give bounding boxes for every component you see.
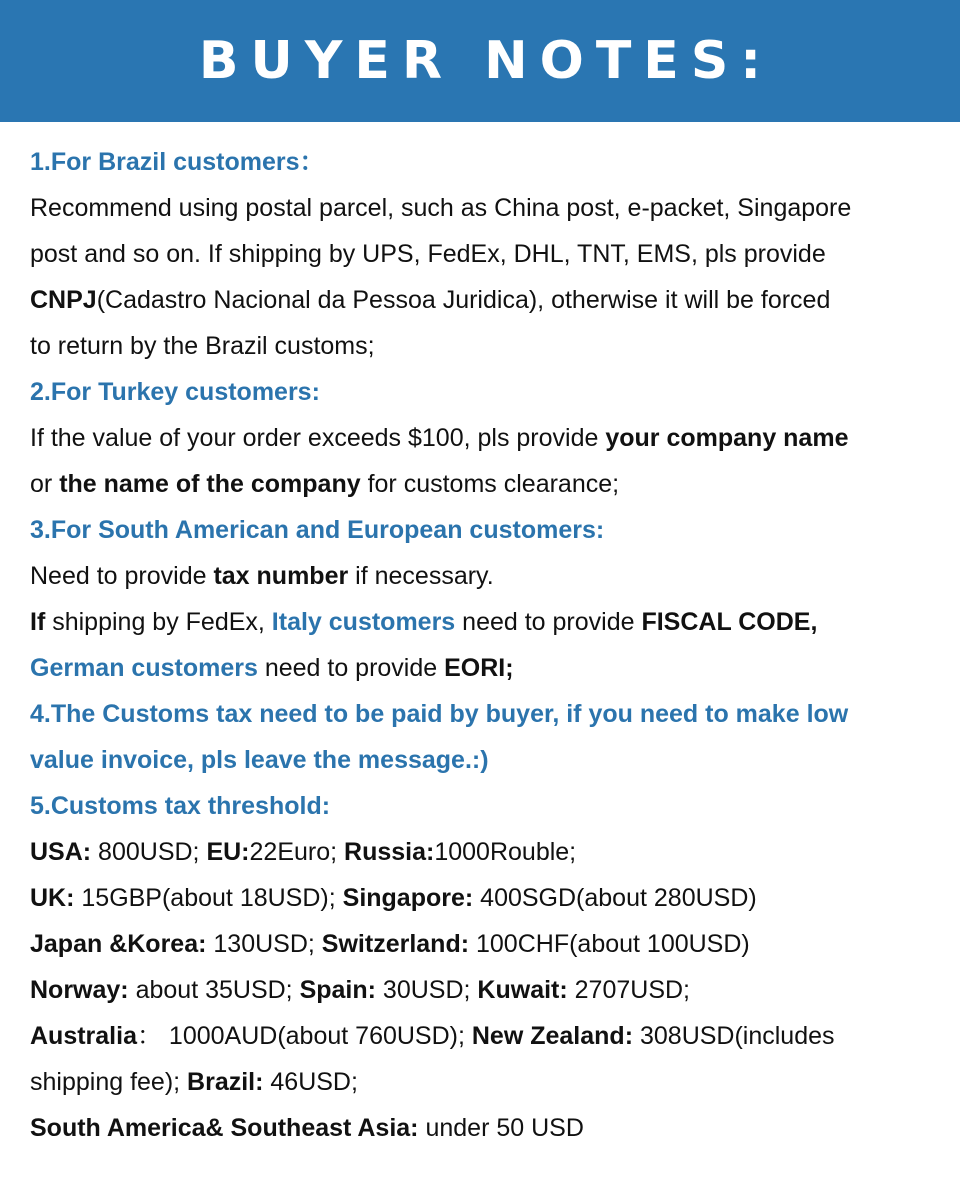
threshold-country: Kuwait: [477,976,568,1004]
threshold-value: 1000Rouble; [434,838,577,866]
threshold-country: Japan &Korea: [30,930,207,958]
threshold-row [30,875,945,921]
company-term: the name of the company [59,470,361,498]
sa-eu-line-3-mid: need to provide [257,654,445,682]
header-banner [0,0,960,122]
threshold-row [30,921,945,967]
tax-note-line-2: value invoice, pls leave the message.:) [30,746,489,774]
threshold-value: ： 1000AUD(about 760USD); [136,1022,472,1050]
threshold-value: under 50 USD [418,1114,584,1142]
sa-eu-line-2-b: need to provide [455,608,642,636]
brazil-line-3 [30,277,945,323]
threshold-value: shipping fee); [30,1068,188,1096]
threshold-value: 800USD; [91,838,207,866]
sa-eu-line-1-pre: Need to provide [30,562,214,590]
turkey-line-2 [30,461,945,507]
notes-content [30,139,945,1151]
turkey-line-2-pre: or [30,470,60,498]
threshold-country: New Zealand: [471,1022,634,1050]
cnpj-term: CNPJ [30,286,97,314]
threshold-value: 2707USD; [567,976,690,1004]
company-name-term: your company name [605,424,849,452]
threshold-row [30,829,945,875]
threshold-country: Spain: [299,976,376,1004]
page-title: BUYER NOTES: [198,31,774,91]
threshold-row [30,967,945,1013]
turkey-line-1 [30,415,945,461]
threshold-row [30,1059,945,1105]
sa-eu-line-1-post: if necessary. [348,562,494,590]
sa-eu-line-2-a: shipping by FedEx, [45,608,272,636]
threshold-country: Singapore: [342,884,474,912]
turkey-line-2-post: for customs clearance; [360,470,620,498]
threshold-country: Russia: [344,838,435,866]
fiscal-code-term: FISCAL CODE, [641,608,818,636]
sa-eu-line-1 [30,553,945,599]
threshold-country: Australia [30,1022,137,1050]
threshold-country: South America& Southeast Asia: [30,1114,419,1142]
brazil-heading: 1.For Brazil customers： [30,148,325,176]
sa-eu-line-3 [30,645,945,691]
threshold-value: about 35USD; [128,976,300,1004]
turkey-heading: 2.For Turkey customers: [30,378,320,406]
italy-customers: Italy customers [271,608,456,636]
brazil-line-1: Recommend using postal parcel, such as China post, e-packet, Singapore [30,194,852,222]
brazil-line-2: post and so on. If shipping by UPS, FedEx, DHL, TNT, EMS, pls provide [30,240,826,268]
threshold-value: 22Euro; [249,838,345,866]
threshold-heading: 5.Customs tax threshold: [30,792,331,820]
threshold-value: 30USD; [375,976,478,1004]
eori-term: EORI; [444,654,514,682]
threshold-country: Brazil: [187,1068,264,1096]
threshold-country: EU: [206,838,250,866]
threshold-list [30,829,945,1151]
threshold-row [30,1013,945,1059]
german-customers: German customers [30,654,258,682]
if-term: If [30,608,46,636]
threshold-value: 100CHF(about 100USD) [469,930,750,958]
threshold-value: 130USD; [206,930,322,958]
cnpj-definition: (Cadastro Nacional da Pessoa Juridica), otherwise it will be forced [96,286,831,314]
threshold-country: Norway: [30,976,129,1004]
tax-number-term: tax number [213,562,349,590]
threshold-country: UK: [30,884,75,912]
threshold-country: Switzerland: [321,930,470,958]
sa-eu-heading: 3.For South American and European customers: [30,516,605,544]
threshold-country: USA: [30,838,92,866]
brazil-line-4: to return by the Brazil customs; [30,332,375,360]
threshold-value: 46USD; [263,1068,358,1096]
sa-eu-line-2 [30,599,945,645]
threshold-value: 15GBP(about 18USD); [74,884,343,912]
threshold-value: 308USD(includes [633,1022,835,1050]
threshold-value: 400SGD(about 280USD) [473,884,757,912]
threshold-row [30,1105,945,1151]
tax-note-line-1: 4.The Customs tax need to be paid by buyer, if you need to make low [30,700,849,728]
turkey-line-1-text: If the value of your order exceeds $100, pls provide [30,424,606,452]
